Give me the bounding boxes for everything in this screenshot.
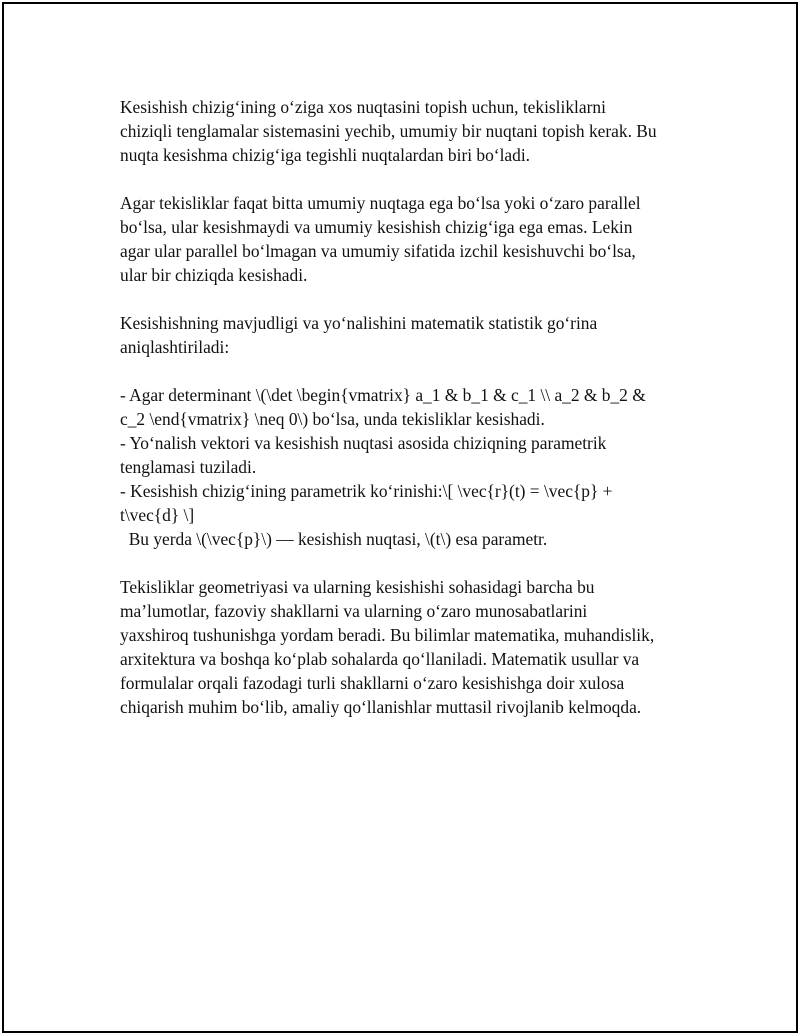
list-item-parametric-form: - Kesishish chizig‘ining parametrik ko‘rinishi:\[ \vec{r}(t) = \vec{p} +	[120, 481, 613, 501]
text-line: Kesishishning mavjudligi va yo‘nalishini matematik statistik go‘rina	[120, 313, 598, 333]
document-body	[120, 95, 700, 743]
text-line: ma’lumotlar, fazoviy shakllarni va ularning o‘zaro munosabatlarini	[120, 601, 588, 621]
formula-explanation: Bu yerda \(\vec{p}\) — kesishish nuqtasi, \(t\) esa parametr.	[120, 529, 548, 549]
paragraph-parallel-planes	[120, 191, 700, 287]
text-line: chiziqli tenglamalar sistemasini yechib, umumiy bir nuqtani topish kerak. Bu	[120, 121, 657, 141]
text-line: agar ular parallel bo‘lmagan va umumiy sifatida izchil kesishuvchi bo‘lsa,	[120, 241, 636, 261]
text-line: Agar tekisliklar faqat bitta umumiy nuqtaga ega bo‘lsa yoki o‘zaro parallel	[120, 193, 641, 213]
list-item-parametric-form-cont: t\vec{d} \]	[120, 505, 195, 525]
text-line: aniqlashtiriladi:	[120, 337, 230, 357]
list-item-determinant-cont: c_2 \end{vmatrix} \neq 0\) bo‘lsa, unda tekisliklar kesishadi.	[120, 409, 545, 429]
text-line: Kesishish chizig‘ining o‘ziga xos nuqtasini topish uchun, tekisliklarni	[120, 97, 606, 117]
page-frame	[2, 2, 798, 1033]
text-line: nuqta kesishma chizig‘iga tegishli nuqtalardan biri bo‘ladi.	[120, 145, 531, 165]
text-line: yaxshiroq tushunishga yordam beradi. Bu bilimlar matematika, muhandislik,	[120, 625, 655, 645]
paragraph-existence-direction	[120, 311, 700, 359]
list-item-determinant: - Agar determinant \(\det \begin{vmatrix} a_1 & b_1 & c_1 \\ a_2 & b_2 &	[120, 385, 646, 405]
text-line: formulalar orqali fazodagi turli shakllarni o‘zaro kesishishga doir xulosa	[120, 673, 625, 693]
text-line: ular bir chiziqda kesishadi.	[120, 265, 308, 285]
text-line: chiqarish muhim bo‘lib, amaliy qo‘llanishlar muttasil rivojlanib kelmoqda.	[120, 697, 642, 717]
text-line: arxitektura va boshqa ko‘plab sohalarda qo‘llaniladi. Matematik usullar va	[120, 649, 640, 669]
paragraph-intersection-point	[120, 95, 700, 167]
text-line: bo‘lsa, ular kesishmaydi va umumiy kesishish chizig‘iga ega emas. Lekin	[120, 217, 633, 237]
list-item-direction-vector: - Yo‘nalish vektori va kesishish nuqtasi asosida chiziqning parametrik	[120, 433, 607, 453]
list-item-direction-vector-cont: tenglamasi tuziladi.	[120, 457, 257, 477]
text-line: Tekisliklar geometriyasi va ularning kesishishi sohasidagi barcha bu	[120, 577, 595, 597]
paragraph-conclusion	[120, 575, 700, 719]
paragraph-formula-list	[120, 383, 700, 551]
